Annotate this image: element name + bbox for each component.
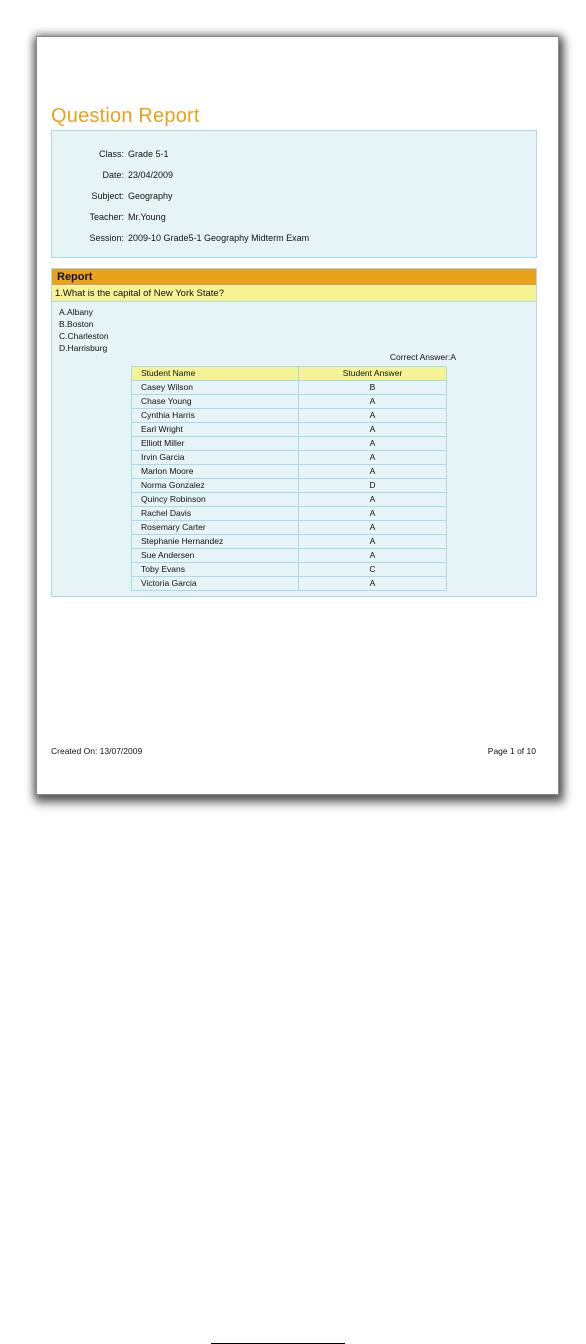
created-on-date: Created On: 13/07/2009 <box>51 746 143 756</box>
student-answer: A <box>299 465 447 479</box>
table-row <box>132 479 447 493</box>
info-value-date: 23/04/2009 <box>128 170 174 180</box>
student-name: Irvin Garcia <box>132 451 299 465</box>
table-row <box>132 451 447 465</box>
student-name: Norma Gonzalez <box>132 479 299 493</box>
info-label-teacher: Teacher: <box>89 212 124 222</box>
student-name: Victoria Garcia <box>132 577 299 591</box>
info-label-session: Session: <box>89 233 124 243</box>
table-header-row <box>132 367 447 381</box>
student-answer: A <box>299 521 447 535</box>
student-answer: D <box>299 479 447 493</box>
option-d: D.Harrisburg <box>59 343 108 353</box>
option-a: A.Albany <box>59 307 94 317</box>
column-header-student-answer: Student Answer <box>299 367 447 381</box>
student-name: Elliott Miller <box>132 437 299 451</box>
table-row <box>132 577 447 591</box>
option-b: B.Boston <box>59 319 94 329</box>
correct-answer: Correct Answer:A <box>389 352 456 362</box>
table-row <box>132 409 447 423</box>
report-title: Question Report <box>51 105 200 127</box>
question-text: 1.What is the capital of New York State? <box>52 286 536 302</box>
student-answer: A <box>299 549 447 563</box>
student-name: Rachel Davis <box>132 507 299 521</box>
student-name: Cynthia Harris <box>132 409 299 423</box>
table-row <box>132 493 447 507</box>
option-c: C.Charleston <box>59 331 109 341</box>
report-info-box <box>51 130 537 258</box>
student-answer: B <box>299 381 447 395</box>
table-row <box>132 549 447 563</box>
column-header-student-name: Student Name <box>132 367 299 381</box>
info-value-teacher: Mr.Young <box>128 212 166 222</box>
report-page <box>36 36 559 795</box>
info-row-session <box>52 231 536 245</box>
info-label-class: Class: <box>98 149 124 159</box>
student-name: Earl Wright <box>132 423 299 437</box>
section-header: Report <box>52 269 536 285</box>
table-row <box>132 535 447 549</box>
student-answer: A <box>299 423 447 437</box>
table-row <box>132 465 447 479</box>
student-name: Stephanie Hernandez <box>132 535 299 549</box>
student-answers-table <box>131 366 447 591</box>
info-label-subject: Subject: <box>91 191 124 201</box>
student-name: Toby Evans <box>132 563 299 577</box>
student-name: Marlon Moore <box>132 465 299 479</box>
info-value-class: Grade 5-1 <box>128 149 169 159</box>
student-answer: A <box>299 493 447 507</box>
student-name: Casey Wilson <box>132 381 299 395</box>
student-name: Rosemary Carter <box>132 521 299 535</box>
table-row <box>132 437 447 451</box>
student-answer: A <box>299 451 447 465</box>
info-row-class <box>52 147 536 161</box>
table-row <box>132 423 447 437</box>
info-row-teacher <box>52 210 536 224</box>
student-answer: C <box>299 563 447 577</box>
student-answer: A <box>299 395 447 409</box>
table-row <box>132 507 447 521</box>
student-name: Chase Young <box>132 395 299 409</box>
student-answer: A <box>299 437 447 451</box>
table-row <box>132 521 447 535</box>
answer-options-list <box>59 306 109 354</box>
student-answer: A <box>299 535 447 549</box>
info-value-session: 2009-10 Grade5-1 Geography Midterm Exam <box>128 233 310 243</box>
table-row <box>132 395 447 409</box>
info-label-date: Date: <box>102 170 124 180</box>
student-answer: A <box>299 409 447 423</box>
student-name: Sue Andersen <box>132 549 299 563</box>
info-row-date <box>52 168 536 182</box>
info-value-subject: Geography <box>128 191 173 201</box>
student-name: Quincy Robinson <box>132 493 299 507</box>
student-answer: A <box>299 577 447 591</box>
page-number: Page 1 of 10 <box>487 746 536 756</box>
student-answer: A <box>299 507 447 521</box>
info-row-subject <box>52 189 536 203</box>
table-row <box>132 563 447 577</box>
report-section <box>51 268 537 597</box>
table-row <box>132 381 447 395</box>
